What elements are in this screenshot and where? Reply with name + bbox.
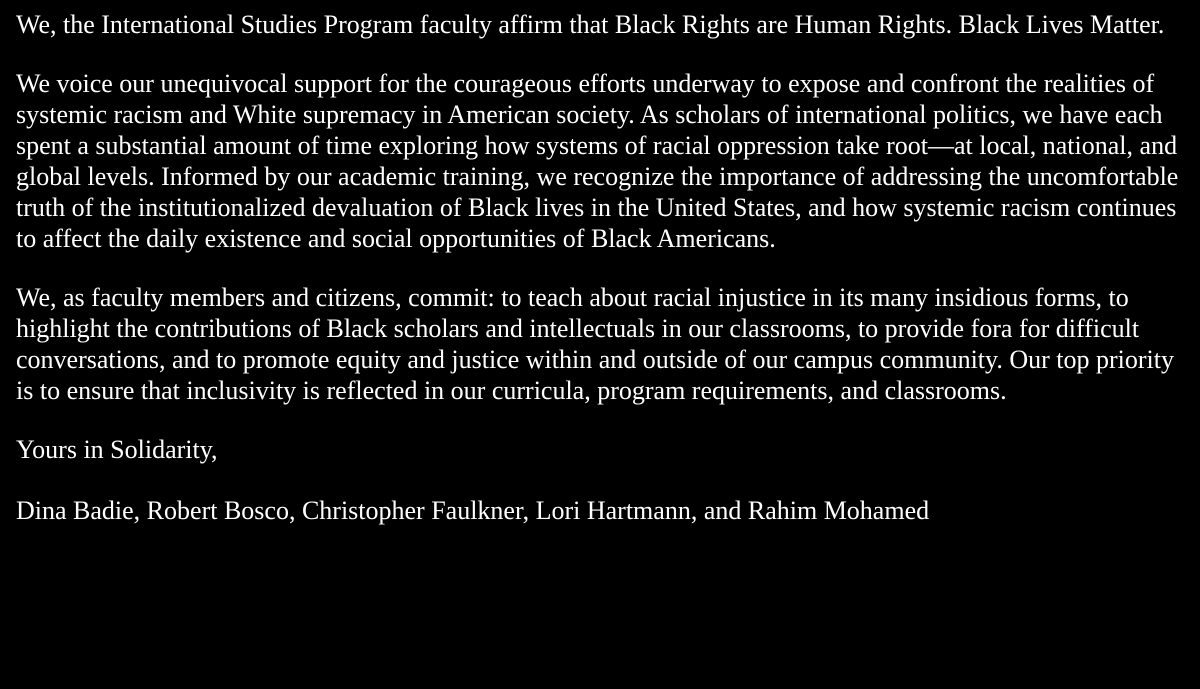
statement-paragraph-support: We voice our unequivocal support for the courageous efforts underway to expose and confront the realities of systemic racism and White supremacy in American society. As scholars of international politics, we have each spent a substantial amount of time exploring how systems of racial oppression take root—at local, national, and global levels. Informed by our academic training, we recognize the importance of addressing the uncomfortable truth of the institutionalized devaluation of Black lives in the United States, and how systemic racism continues to affect the daily existence and social opportunities of Black Americans. bbox=[16, 69, 1179, 253]
closing-salutation: Yours in Solidarity, bbox=[16, 435, 218, 464]
statement-paragraph-commitment: We, as faculty members and citizens, commit: to teach about racial injustice in its many insidious forms, to highlight the contributions of Black scholars and intellectuals in our classrooms, to provide fora for difficult conversations, and to promote equity and justice within and outside of our campus community. Our top priority is to ensure that inclusivity is reflected in our curricula, program requirements, and classrooms. bbox=[16, 283, 1174, 405]
solidarity-statement bbox=[16, 9, 1188, 526]
statement-paragraph-affirmation: We, the International Studies Program faculty affirm that Black Rights are Human Rights. Black Lives Matter. bbox=[16, 10, 1165, 39]
signatories-list: Dina Badie, Robert Bosco, Christopher Faulkner, Lori Hartmann, and Rahim Mohamed bbox=[16, 496, 930, 525]
